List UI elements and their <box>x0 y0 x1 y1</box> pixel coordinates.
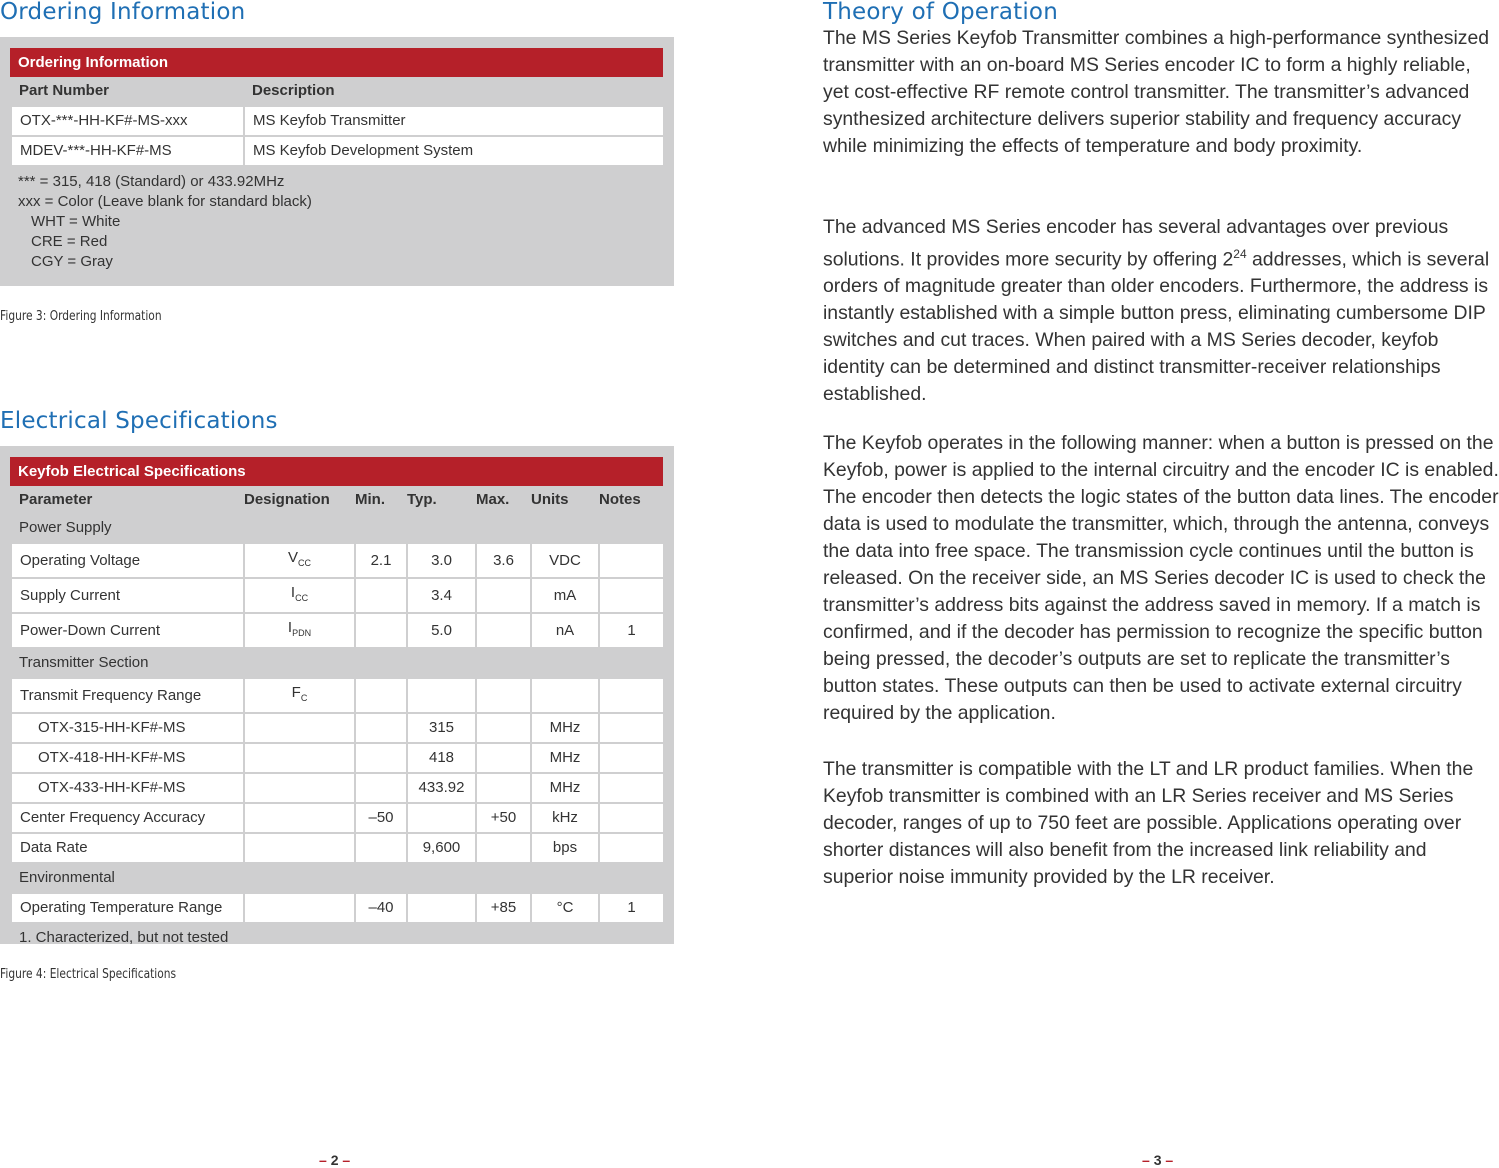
min <box>355 743 407 773</box>
designation <box>244 893 355 923</box>
max <box>476 678 531 713</box>
notes <box>599 833 664 863</box>
dash: – <box>319 1152 327 1168</box>
table-row <box>11 893 664 923</box>
table-row <box>11 773 664 803</box>
page-number-right <box>1142 1152 1173 1168</box>
designation-symbol: F <box>291 684 301 701</box>
note-gray: CGY = Gray <box>31 253 113 270</box>
ordering-header-row <box>11 77 664 106</box>
max <box>476 773 531 803</box>
theory-paragraph-4: The transmitter is compatible with the LT and LR product families. When the Keyfob transmitter is combined with an LR Series receiver and MS Series decoder, ranges of up to 750 feet are possible. Applications operating over shorter distances will also benefit from the increased link reliability and superior noise immunity provided by the LR receiver. <box>823 758 1474 888</box>
designation <box>244 678 355 713</box>
param: Operating Temperature Range <box>11 893 244 923</box>
min: –50 <box>355 803 407 833</box>
designation-subscript: CC <box>298 558 311 568</box>
col-notes: Notes <box>599 491 641 508</box>
table-row <box>11 743 664 773</box>
page-number: 3 <box>1153 1152 1162 1168</box>
param: OTX-433-HH-KF#-MS <box>11 773 244 803</box>
part-number: MDEV-***-HH-KF#-MS <box>11 136 244 166</box>
figure-3-caption: Figure 3: Ordering Information <box>0 309 162 324</box>
units: mA <box>531 578 599 613</box>
designation <box>244 773 355 803</box>
param: Data Rate <box>11 833 244 863</box>
typ: 3.0 <box>407 543 476 578</box>
notes <box>599 743 664 773</box>
param: Transmit Frequency Range <box>11 678 244 713</box>
theory-paragraph-2 <box>823 214 1499 408</box>
designation <box>244 578 355 613</box>
col-designation: Designation <box>244 491 330 508</box>
max: 3.6 <box>476 543 531 578</box>
max <box>476 713 531 743</box>
max <box>476 743 531 773</box>
max <box>476 578 531 613</box>
page-number-left <box>319 1152 350 1168</box>
min: –40 <box>355 893 407 923</box>
note-red: CRE = Red <box>31 233 108 250</box>
note-white: WHT = White <box>31 213 121 230</box>
theory-paragraph-3: The Keyfob operates in the following manner: when a button is pressed on the Keyfob, power is applied to the internal circuitry and the encoder IC is enabled. The encoder then detects the logic states of the button data lines. The encoder data is used to modulate the transmitter, which, through the antenna, conveys the data into free space. The transmission cycle continues until the button is released. On the receiver side, an MS Series decoder IC is used to check the transmitter’s address bits against the address saved in memory. If a match is confirmed, and if the decoder has permission to recognize the specific button being pressed, the decoder’s outputs are set to replicate the transmitter’s button states. These outputs can then be used to activate external circuitry required by the application. <box>823 432 1499 724</box>
designation-subscript: C <box>300 693 308 703</box>
units <box>531 678 599 713</box>
designation <box>244 803 355 833</box>
exponent: 24 <box>1233 247 1247 261</box>
ordering-table <box>10 77 665 167</box>
col-part-number: Part Number <box>19 82 110 99</box>
page-number: 2 <box>330 1152 339 1168</box>
min <box>355 773 407 803</box>
figure-4-caption: Figure 4: Electrical Specifications <box>0 967 177 982</box>
param: OTX-418-HH-KF#-MS <box>11 743 244 773</box>
notes <box>599 803 664 833</box>
notes <box>599 773 664 803</box>
col-parameter: Parameter <box>19 491 93 508</box>
dash: – <box>1165 1152 1174 1168</box>
col-units: Units <box>531 491 569 508</box>
notes <box>599 578 664 613</box>
designation <box>244 613 355 648</box>
section-row <box>11 863 664 893</box>
min <box>355 613 407 648</box>
param: Operating Voltage <box>11 543 244 578</box>
col-description: Description <box>252 82 335 99</box>
param: Supply Current <box>11 578 244 613</box>
ordering-table-panel <box>0 37 674 286</box>
table-row <box>11 136 664 166</box>
typ: 315 <box>407 713 476 743</box>
paragraph-2-text-a: The advanced MS Series encoder has several advantages over previous solutions. It provides more security by offering 2 <box>823 216 1449 271</box>
units: MHz <box>531 743 599 773</box>
note-frequency: *** = 315, 418 (Standard) or 433.92MHz <box>18 173 285 190</box>
notes: 1 <box>599 613 664 648</box>
param: Power-Down Current <box>11 613 244 648</box>
dash: – <box>1142 1152 1150 1168</box>
notes <box>599 543 664 578</box>
max <box>476 613 531 648</box>
description: MS Keyfob Development System <box>244 136 664 166</box>
table-row <box>11 613 664 648</box>
electrical-header-row <box>11 486 664 514</box>
electrical-table-title: Keyfob Electrical Specifications <box>10 457 663 486</box>
paragraph-2-text-b: addresses, which is several orders of magnitude greater than older encoders. Furthermore, the address is instantly established with a simple button press, eliminating cumbersome DIP switches and cut traces. When paired with a MS Series decoder, keyfob identity can be determined and distinct transmitter-receiver relationships established. <box>823 248 1490 406</box>
section-power-supply: Power Supply <box>19 519 112 536</box>
section-environmental: Environmental <box>19 869 115 886</box>
note-color: xxx = Color (Leave blank for standard black) <box>18 193 312 210</box>
notes <box>599 713 664 743</box>
electrical-table-panel <box>0 446 674 944</box>
units: MHz <box>531 773 599 803</box>
typ <box>407 803 476 833</box>
param: OTX-315-HH-KF#-MS <box>11 713 244 743</box>
designation <box>244 543 355 578</box>
table-row <box>11 578 664 613</box>
units: bps <box>531 833 599 863</box>
table-row <box>11 803 664 833</box>
theory-paragraph-1: The MS Series Keyfob Transmitter combines a high-performance synthesized transmitter with an on-board MS Series encoder IC to form a highly reliable, yet cost-effective RF remote control transmitter. The transmitter’s advanced synthesized architecture delivers superior stability and frequency accuracy while minimizing the effects of temperature and body proximity. <box>823 27 1490 157</box>
table-row <box>11 713 664 743</box>
typ: 5.0 <box>407 613 476 648</box>
units: kHz <box>531 803 599 833</box>
max <box>476 833 531 863</box>
min <box>355 713 407 743</box>
typ <box>407 893 476 923</box>
max: +85 <box>476 893 531 923</box>
notes: 1 <box>599 893 664 923</box>
electrical-table <box>10 486 665 952</box>
designation <box>244 713 355 743</box>
designation <box>244 743 355 773</box>
min: 2.1 <box>355 543 407 578</box>
table-row <box>11 543 664 578</box>
theory-heading: Theory of Operation <box>823 0 1058 25</box>
section-row <box>11 514 664 543</box>
designation-subscript: PDN <box>292 628 312 638</box>
section-transmitter: Transmitter Section <box>19 654 149 671</box>
designation-symbol: I <box>290 584 296 601</box>
col-typ: Typ. <box>407 491 437 508</box>
part-number: OTX-***-HH-KF#-MS-xxx <box>11 106 244 136</box>
table-row <box>11 106 664 136</box>
designation-symbol: V <box>287 549 298 566</box>
typ: 9,600 <box>407 833 476 863</box>
col-min: Min. <box>355 491 385 508</box>
typ <box>407 678 476 713</box>
designation-subscript: CC <box>295 593 309 603</box>
ordering-notes <box>18 172 312 272</box>
designation-symbol: I <box>287 619 293 636</box>
ordering-heading: Ordering Information <box>0 0 246 25</box>
section-row <box>11 648 664 678</box>
table-row <box>11 833 664 863</box>
description: MS Keyfob Transmitter <box>244 106 664 136</box>
designation <box>244 833 355 863</box>
col-max: Max. <box>476 491 510 508</box>
units: °C <box>531 893 599 923</box>
units: VDC <box>531 543 599 578</box>
electrical-heading: Electrical Specifications <box>0 408 278 434</box>
units: nA <box>531 613 599 648</box>
table-row <box>11 678 664 713</box>
typ: 433.92 <box>407 773 476 803</box>
units: MHz <box>531 713 599 743</box>
max: +50 <box>476 803 531 833</box>
dash: – <box>342 1152 351 1168</box>
typ: 418 <box>407 743 476 773</box>
min <box>355 678 407 713</box>
min <box>355 833 407 863</box>
table-footnote: 1. Characterized, but not tested <box>19 929 229 946</box>
min <box>355 578 407 613</box>
typ: 3.4 <box>407 578 476 613</box>
notes <box>599 678 664 713</box>
param: Center Frequency Accuracy <box>11 803 244 833</box>
footnote-row <box>11 923 664 952</box>
ordering-table-title: Ordering Information <box>10 48 663 77</box>
